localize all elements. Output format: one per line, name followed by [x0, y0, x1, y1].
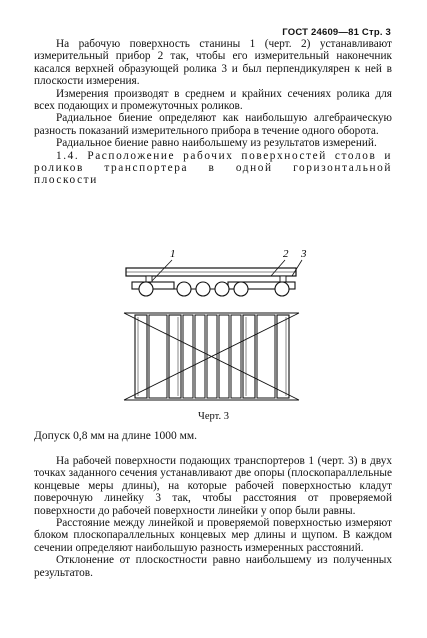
roller: [177, 282, 191, 296]
tolerance-note: Допуск 0,8 мм на длине 1000 мм.: [34, 430, 198, 442]
roller: [275, 282, 289, 296]
paragraph-6: Расстояние между линейкой и проверяемой поверхностью измеряют блоком плоскопараллельных концевых мер длины и щупом. В каждом сечении определяют наибольшую разность измеренных расстояний.: [34, 517, 392, 554]
page-header: ГОСТ 24609—81 Стр. 3: [282, 27, 391, 38]
figure-label-1: 1: [170, 248, 176, 260]
figure-label-3: 3: [301, 248, 307, 260]
top-text-block: [34, 38, 392, 187]
paragraph-5: На рабочей поверхности подающих транспортеров 1 (черт. 3) в двух точках заданного сечения устанавливают две опоры (плоскопараллельные концевые меры длины), на которые рабочей поверхностью кладут поверочную линейку 3 так, чтобы расстояния от проверяемой поверхности до рабочей поверхности линейки у опор были равны.: [34, 455, 392, 517]
roller: [196, 282, 210, 296]
paragraph-2: Измерения производят в среднем и крайних сечениях ролика для всех подающих и промежуточных роликов.: [34, 87, 392, 113]
figure-label-2: 2: [283, 248, 289, 260]
paragraph-1: На рабочую поверхность станины 1 (черт. 2) устанавливают измерительный прибор 2 так, чтобы его измерительный наконечник касался верхней образующей ролика 3 и был перпендикулярен к ней в плоскости измерения.: [34, 38, 392, 88]
roller: [215, 282, 229, 296]
plan-view: [124, 313, 299, 400]
section-title: 1.4. Расположение рабочих поверхностей столов и роликов транспортера в одной горизонтальной плоскости: [34, 149, 392, 187]
paragraph-4: Радиальное биение равно наибольшему из результатов измерений.: [56, 137, 377, 150]
figure-caption: Черт. 3: [198, 411, 229, 422]
paragraph-7: Отклонение от плоскостности равно наибольшему из полученных результатов.: [34, 554, 392, 579]
roller: [234, 282, 248, 296]
bottom-text-block: [34, 455, 392, 579]
figure-3-drawing: [0, 238, 427, 408]
paragraph-3: Радиальное биение определяют как наибольшую алгебраическую разность показаний измерительного прибора в течение одного оборота.: [34, 112, 392, 137]
roller: [139, 282, 153, 296]
